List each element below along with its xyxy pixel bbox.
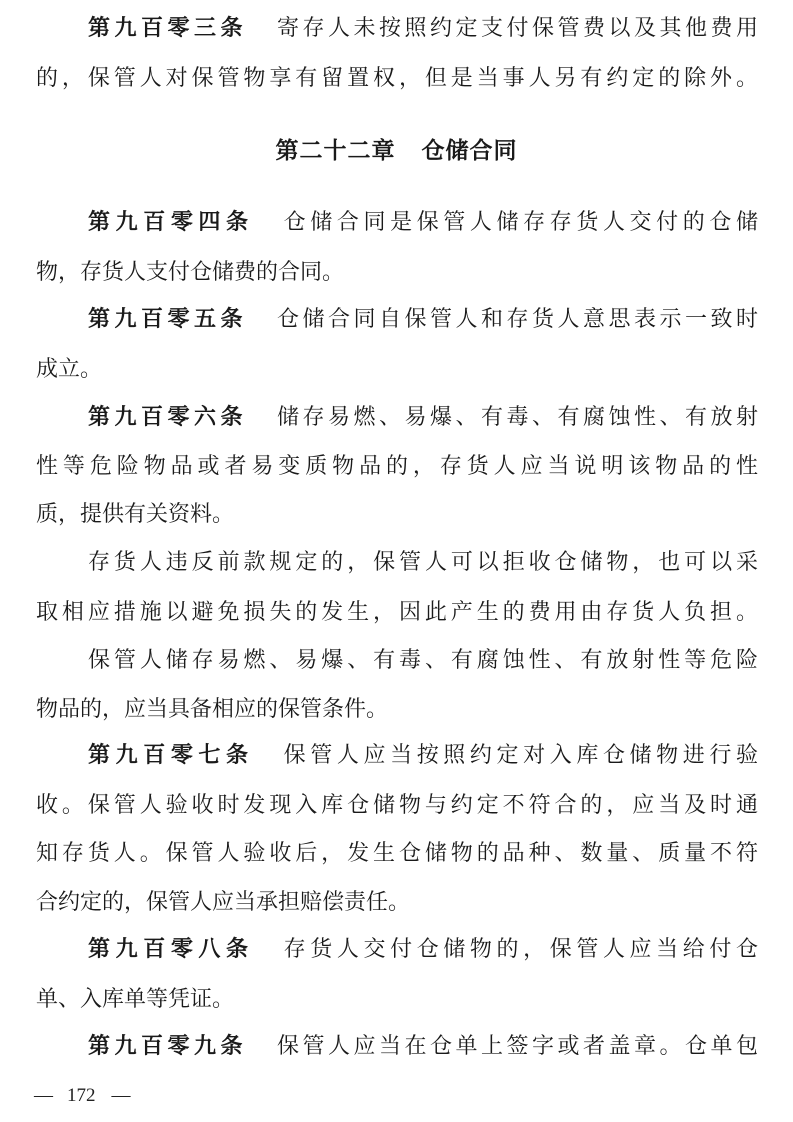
- article-906-para-3-line-2: 物品的，应当具备相应的保管条件。: [36, 697, 389, 722]
- article-904-line-2: 物，存货人支付仓储费的合同。: [36, 260, 345, 285]
- article-905-line-2: 成立。: [36, 357, 103, 382]
- chapter-title: 仓储合同: [421, 138, 518, 164]
- article-907-line-3: 知存货人。保管人验收后，发生仓储物的品种、数量、质量不符: [36, 841, 758, 866]
- footer-dash-left: —: [34, 1085, 51, 1106]
- chapter-label: 第二十二章: [275, 138, 396, 164]
- article-903-heading: 第九百零三条: [88, 16, 247, 41]
- article-906-line-3: 质，提供有关资料。: [36, 502, 235, 527]
- article-906-heading: 第九百零六条: [88, 405, 247, 430]
- article-907-line-2: 收。保管人验收时发现入库仓储物与约定不符合的，应当及时通: [36, 793, 758, 818]
- article-908-line-2: 单、入库单等凭证。: [36, 987, 235, 1012]
- article-908-line-1: 第九百零八条 存货人交付仓储物的，保管人应当给付仓: [88, 937, 758, 962]
- article-906-line-1: 第九百零六条 储存易燃、易爆、有毒、有腐蚀性、有放射: [88, 405, 758, 430]
- article-903-line-1: 第九百零三条 寄存人未按照约定支付保管费以及其他费用: [88, 16, 758, 41]
- article-903-line-2: 的，保管人对保管物享有留置权，但是当事人另有约定的除外。: [36, 66, 758, 91]
- article-908-heading: 第九百零八条: [88, 937, 254, 962]
- article-906-line-2: 性等危险物品或者易变质物品的，存货人应当说明该物品的性: [36, 454, 758, 479]
- article-906-para-2-line-1: 存货人违反前款规定的，保管人可以拒收仓储物，也可以采: [88, 550, 758, 575]
- article-909-heading: 第九百零九条: [88, 1034, 247, 1059]
- page-footer: [34, 1082, 129, 1110]
- article-909-line-1: 第九百零九条 保管人应当在仓单上签字或者盖章。仓单包: [88, 1034, 758, 1059]
- article-906-para-3-line-1: 保管人储存易燃、易爆、有毒、有腐蚀性、有放射性等危险: [88, 648, 758, 673]
- article-904-heading: 第九百零四条: [88, 210, 254, 235]
- article-904-line-1: 第九百零四条 仓储合同是保管人储存存货人交付的仓储: [88, 210, 758, 235]
- article-905-heading: 第九百零五条: [88, 307, 247, 332]
- article-907-line-1: 第九百零七条 保管人应当按照约定对入库仓储物进行验: [88, 743, 758, 768]
- article-907-heading: 第九百零七条: [88, 743, 254, 768]
- article-905-line-1: 第九百零五条 仓储合同自保管人和存货人意思表示一致时: [88, 307, 758, 332]
- article-906-para-2-line-2: 取相应措施以避免损失的发生，因此产生的费用由存货人负担。: [36, 600, 758, 625]
- chapter-heading: [0, 135, 793, 167]
- article-907-line-4: 合约定的，保管人应当承担赔偿责任。: [36, 890, 411, 915]
- page-number: 172: [67, 1085, 96, 1106]
- footer-dash-right: —: [111, 1085, 129, 1106]
